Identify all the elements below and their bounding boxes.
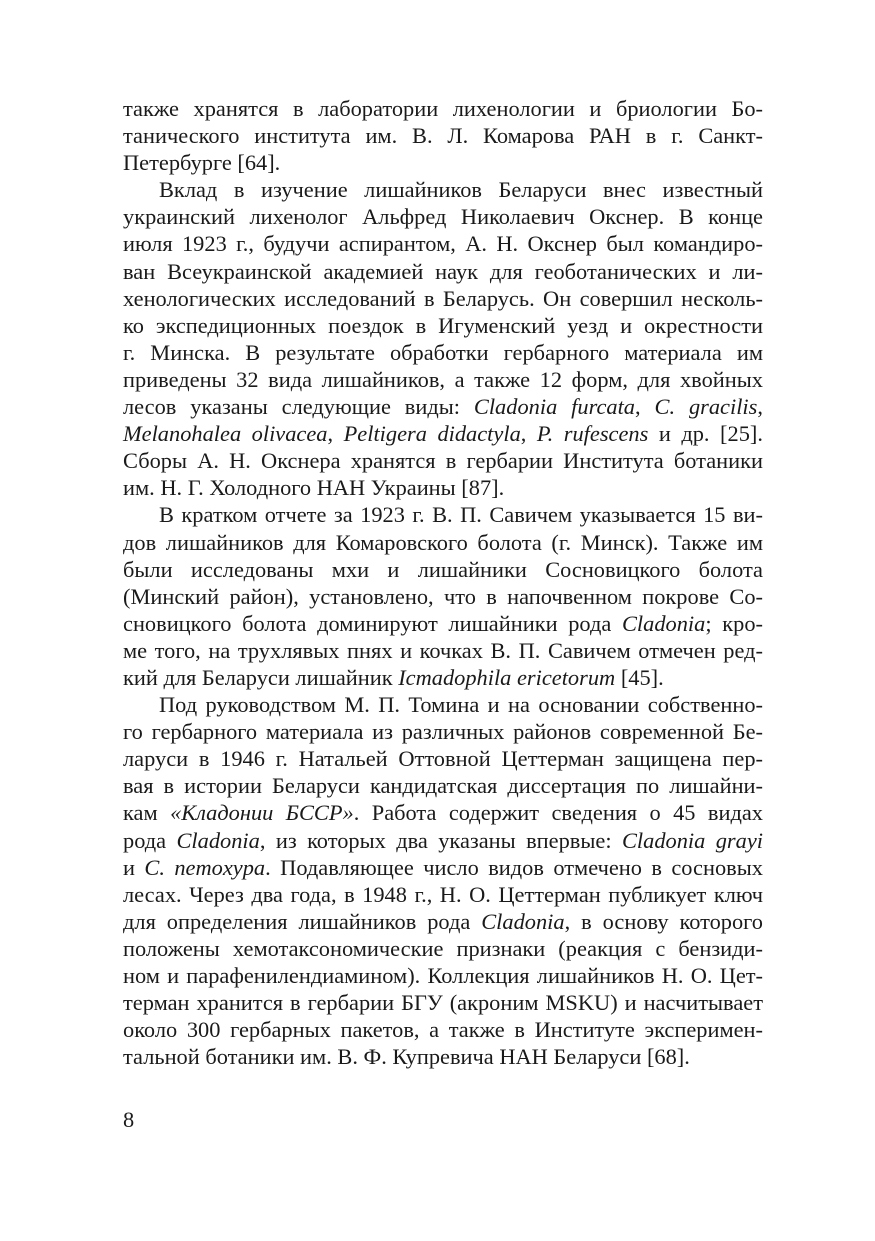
text-line xyxy=(123,1016,763,1043)
text-run: кам xyxy=(123,800,171,826)
italic-term: Cladonia grayi xyxy=(621,827,763,853)
text-line xyxy=(123,989,763,1016)
text-line xyxy=(123,772,763,799)
italic-term: Cladonia xyxy=(622,610,706,636)
text-run: рода xyxy=(123,827,177,853)
text-run: , xyxy=(327,421,344,447)
text-run: для определения лишайников рода xyxy=(123,908,482,934)
text-run: положены хемотаксономические признаки (реакция с бензиди- xyxy=(123,935,763,961)
page-number: 8 xyxy=(123,1107,135,1132)
italic-term: Peltigera didactyla xyxy=(343,421,521,447)
text-run: и xyxy=(123,854,145,880)
text-run: тальной ботаники им. В. Ф. Купревича НАН Беларуси [68]. xyxy=(123,1044,690,1070)
text-run: были исследованы мхи и лишайники Сосновицкого болота xyxy=(123,556,763,582)
text-run: Петербурге [64]. xyxy=(123,150,281,176)
text-run: им. Н. Г. Холодного НАН Украины [87]. xyxy=(123,475,505,501)
text-line xyxy=(123,583,763,610)
text-run: , в основу которого xyxy=(564,908,764,934)
text-run: танического института им. В. Л. Комарова РАН в г. Санкт- xyxy=(123,123,763,149)
text-line xyxy=(123,203,763,230)
text-run: . Работа содержит сведения о 45 видах xyxy=(353,800,763,826)
text-run: Сборы А. Н. Окснера хранятся в гербарии Института ботаники xyxy=(123,448,763,474)
text-run: ном и парафенилендиамином). Коллекция лишайников Н. О. Цет- xyxy=(123,963,763,988)
text-run: также хранятся в лаборатории лихенологии и бриологии Бо- xyxy=(123,96,763,121)
text-run: Под руководством М. П. Томина и на основании собственно- xyxy=(159,692,763,718)
text-run: , xyxy=(635,394,655,420)
text-line xyxy=(123,420,763,447)
text-run: г. Минска. В результате обработки гербарного материала им xyxy=(123,339,763,365)
text-run: В кратком отчете за 1923 г. В. П. Савичем указывается 15 ви- xyxy=(159,502,763,528)
text-run: (Минский район), установлено, что в напочвенном покрове Со- xyxy=(123,583,763,609)
text-line xyxy=(123,474,763,501)
italic-term: Cladonia furcata xyxy=(473,394,636,420)
text-line xyxy=(123,258,763,285)
text-run: лесах. Через два года, в 1948 г., Н. О. Цеттерман публикует ключ xyxy=(123,881,763,907)
text-run: [45]. xyxy=(615,664,664,690)
text-line xyxy=(123,745,763,772)
text-line xyxy=(123,556,763,583)
text-line xyxy=(123,501,763,528)
text-line xyxy=(123,230,763,257)
text-line xyxy=(123,637,763,664)
text-run: украинский лихенолог Альфред Николаевич Окснер. В конце xyxy=(123,204,763,230)
text-run: кий для Беларуси лишайник xyxy=(123,664,399,690)
text-line xyxy=(123,1043,763,1070)
text-line xyxy=(123,122,763,149)
text-line xyxy=(123,529,763,556)
italic-term: «Кладонии БССР» xyxy=(170,800,354,826)
text-run: терман хранится в гербарии БГУ (акроним MSKU) и насчитывает xyxy=(123,990,763,1016)
text-line xyxy=(123,339,763,366)
italic-term: C. gracilis xyxy=(654,394,758,420)
text-run: около 300 гербарных пакетов, а также в Институте эксперимен- xyxy=(123,1017,763,1043)
text-line xyxy=(123,691,763,718)
text-run: го гербарного материала из различных районов современной Бе- xyxy=(123,719,763,745)
text-run: ; кро- xyxy=(705,610,763,636)
text-line xyxy=(123,799,763,826)
text-line xyxy=(123,935,763,962)
italic-term: Icmadophila ericetorum xyxy=(398,664,616,690)
text-line xyxy=(123,149,763,176)
text-run: вая в истории Беларуси кандидатская диссертация по лишайни- xyxy=(123,773,763,799)
text-run: сновицкого болота доминируют лишайники рода xyxy=(123,610,622,636)
paragraph xyxy=(123,691,763,1070)
text-line xyxy=(123,312,763,339)
text-line xyxy=(123,366,763,393)
text-line xyxy=(123,854,763,881)
text-line xyxy=(123,718,763,745)
text-run: лесов указаны следующие виды: xyxy=(123,394,474,420)
italic-term: Cladonia xyxy=(481,908,565,934)
paragraph xyxy=(123,501,763,691)
text-run: , xyxy=(520,421,537,447)
text-run: , xyxy=(757,394,763,420)
text-run: . Подавляющее число видов отмечено в сосновых xyxy=(265,854,763,880)
text-line xyxy=(123,285,763,312)
text-line xyxy=(123,827,763,854)
text-run: Вклад в изучение лишайников Беларуси внес известный xyxy=(159,177,763,203)
text-run: дов лишайников для Комаровского болота (г. Минск). Также им xyxy=(123,529,763,555)
text-line xyxy=(123,908,763,935)
paragraph xyxy=(123,176,763,501)
text-run: ван Всеукраинской академией наук для геоботанических и ли- xyxy=(123,258,763,284)
text-run: приведены 32 вида лишайников, а также 12 форм, для хвойных xyxy=(123,366,763,392)
text-run: июля 1923 г., будучи аспирантом, А. Н. Окснер был командиро- xyxy=(123,231,763,257)
text-line xyxy=(123,176,763,203)
text-run: ларуси в 1946 г. Натальей Оттовной Цеттерман защищена пер- xyxy=(123,746,763,772)
text-line xyxy=(123,962,763,989)
text-run: и др. [25]. xyxy=(648,421,763,447)
text-line xyxy=(123,393,763,420)
italic-term: Cladonia xyxy=(176,827,260,853)
text-line xyxy=(123,447,763,474)
text-run: ко экспедиционных поездок в Игуменский уезд и окрестности xyxy=(123,312,763,338)
body-text xyxy=(123,95,763,1070)
italic-term: P. rufescens xyxy=(536,421,649,447)
text-line xyxy=(123,881,763,908)
paragraph xyxy=(123,95,763,176)
text-line xyxy=(123,95,763,122)
text-run: хенологических исследований в Беларусь. Он совершил несколь- xyxy=(123,285,763,311)
text-line xyxy=(123,664,763,691)
text-line xyxy=(123,610,763,637)
text-run: ме того, на трухлявых пнях и кочках В. П. Савичем отмечен ред- xyxy=(123,637,763,663)
italic-term: Melanohalea olivacea xyxy=(123,421,328,447)
italic-term: C. nemoxypa xyxy=(144,854,266,880)
text-run: , из которых два указаны впервые: xyxy=(259,827,622,853)
